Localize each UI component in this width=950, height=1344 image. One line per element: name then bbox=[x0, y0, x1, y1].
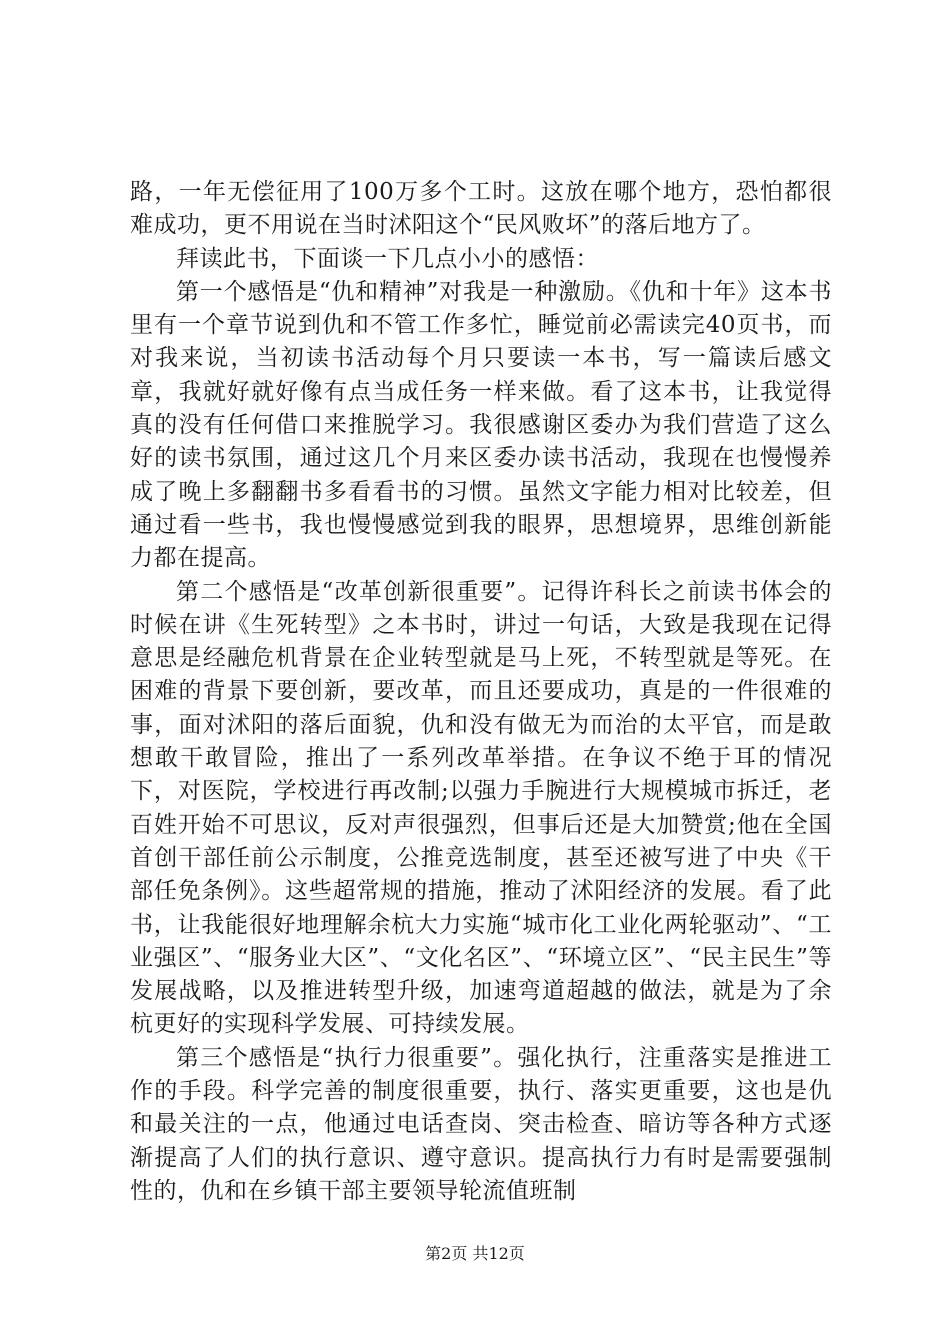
page-number-footer: 第2页 共12页 bbox=[425, 1244, 525, 1263]
paragraph-insight-2: 第二个感悟是“改革创新很重要”。记得许科长之前读书体会的时候在讲《生死转型》之本书时，讲过一句话，大致是我现在记得意思是经融危机背景在企业转型就是马上死，不转型就是等死。在困难的背景下要创新，要改革，而且还要成功，真是的一件很难的事，面对沭阳的落后面貌，仇和没有做无为而治的太平官，而是敢想敢干敢冒险，推出了一系列改革举措。在争议不绝于耳的情况下，对医院，学校进行再改制;以强力手腕进行大规模城市拆迁，老百姓开始不可思议，反对声很强烈，但事后还是大加赞赏;他在全国首创干部任前公示制度，公推竞选制度，甚至还被写进了中央《干部任免条例》。这些超常规的措施，推动了沭阳经济的发展。看了此书，让我能很好地理解余杭大力实施“城市化工业化两轮驱动”、“工业强区”、“服务业大区”、“文化名区”、“环境立区”、“民主民生”等发展战略，以及推进转型升级，加速弯道超越的做法，就是为了余杭更好的实现科学发展、可持续发展。 bbox=[130, 578, 832, 1038]
document-body bbox=[130, 176, 832, 1208]
paragraph-insight-1: 第一个感悟是“仇和精神”对我是一种激励。《仇和十年》这本书里有一个章节说到仇和不管工作多忙，睡觉前必需读完40页书，而对我来说，当初读书活动每个月只要读一本书，写一篇读后感文章，我就好就好像有点当成任务一样来做。看了这本书，让我觉得真的没有任何借口来推脱学习。我很感谢区委办为我们营造了这么好的读书氛围，通过这几个月来区委办读书活动，我现在也慢慢养成了晚上多翻翻书多看看书的习惯。虽然文字能力相对比较差，但通过看一些书，我也慢慢感觉到我的眼界，思想境界，思维创新能力都在提高。 bbox=[130, 278, 832, 572]
paragraph-continuation: 路，一年无偿征用了100万多个工时。这放在哪个地方，恐怕都很难成功，更不用说在当时沭阳这个“民风败坏”的落后地方了。 bbox=[130, 179, 832, 239]
paragraph-intro: 拜读此书，下面谈一下几点小小的感悟： bbox=[176, 245, 599, 272]
paragraph-insight-3: 第三个感悟是“执行力很重要”。强化执行，注重落实是推进工作的手段。科学完善的制度很重要，执行、落实更重要，这也是仇和最关注的一点，他通过电话查岗、突击检查、暗访等各种方式逐渐提高了人们的执行意识、遵守意识。提高执行力有时是需要强制性的，仇和在乡镇干部主要领导轮流值班制 bbox=[130, 1044, 832, 1204]
